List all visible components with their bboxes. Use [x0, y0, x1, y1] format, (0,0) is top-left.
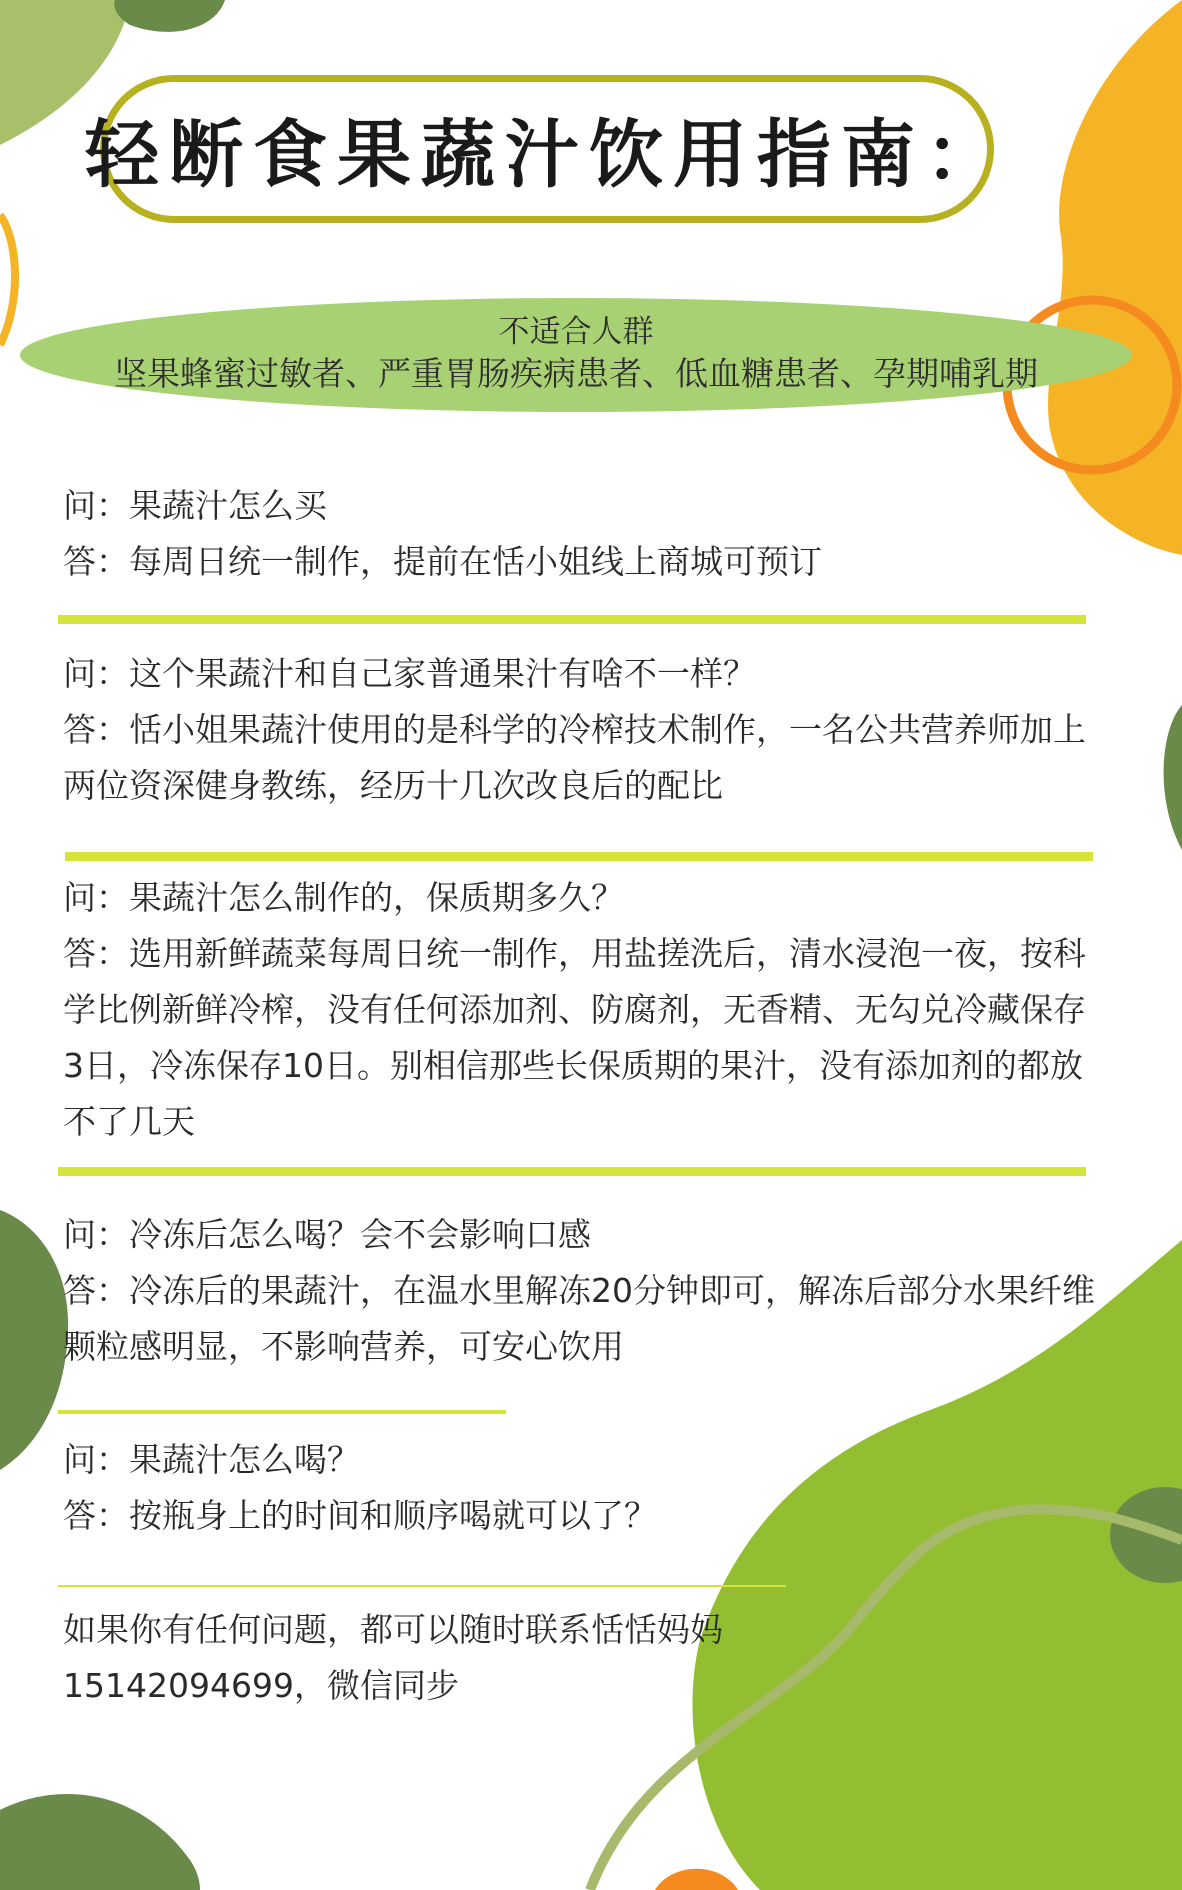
bottom-orange-blob: [655, 1869, 738, 1890]
faq-answer: 答：按瓶身上的时间和顺序喝就可以了？: [63, 1496, 657, 1535]
divider: [65, 852, 1093, 861]
title-banner: [85, 75, 1009, 223]
faq-answer: 答：恬小姐果蔬汁使用的是科学的冷榨技术制作，一名公共营养师加上两位资深健身教练，经历十几次改良后的配比: [63, 710, 1086, 805]
left-dark-green-blob: [0, 1210, 68, 1470]
faq-item: [63, 478, 1103, 590]
faq-item: [63, 646, 1103, 814]
unsuitable-group-banner: [20, 298, 1132, 412]
faq-item: [63, 1432, 1103, 1544]
divider: [58, 1585, 786, 1587]
contact-line: 如果你有任何问题，都可以随时联系恬恬妈妈: [63, 1610, 723, 1649]
faq-question: 问：果蔬汁怎么买: [63, 486, 327, 525]
top-dark-green-blob: [114, 0, 225, 32]
faq-question: 问：这个果蔬汁和自己家普通果汁有啥不一样？: [63, 654, 756, 693]
divider: [58, 1410, 506, 1414]
bottom-left-dark-green-blob: [0, 1794, 200, 1890]
faq-question: 问：果蔬汁怎么喝？: [63, 1440, 360, 1479]
unsuitable-list: 坚果蜂蜜过敏者、严重胃肠疾病患者、低血糖患者、孕期哺乳期: [114, 354, 1038, 393]
left-yellow-arc: [0, 215, 15, 345]
faq-item: [63, 1207, 1103, 1375]
faq-question: 问：果蔬汁怎么制作的，保质期多久？: [63, 878, 624, 917]
faq-answer: 答：冷冻后的果蔬汁，在温水里解冻20分钟即可，解冻后部分水果纤维颗粒感明显，不影响营养，可安心饮用: [63, 1271, 1095, 1366]
divider: [58, 615, 1086, 624]
faq-answer: 答：选用新鲜蔬菜每周日统一制作，用盐搓洗后，清水浸泡一夜，按科学比例新鲜冷榨，没有任何添加剂、防腐剂，无香精、无勾兑冷藏保存3日，冷冻保存10日。别相信那些长保质期的果汁，没有添加剂的都放不了几天: [63, 934, 1086, 1141]
faq-answer: 答：每周日统一制作，提前在恬小姐线上商城可预订: [63, 542, 822, 581]
faq-item: [63, 870, 1103, 1150]
contact-phone: 15142094699，微信同步: [63, 1666, 459, 1705]
contact-info: [63, 1602, 823, 1714]
unsuitable-heading: 不适合人群: [498, 314, 654, 350]
right-green-blob: [1164, 705, 1182, 850]
page-title: 轻断食果蔬汁饮用指南：: [85, 112, 1009, 198]
divider: [58, 1167, 1086, 1176]
top-right-orange-blob: [1048, 0, 1182, 555]
faq-question: 问：冷冻后怎么喝？会不会影响口感: [63, 1215, 591, 1254]
